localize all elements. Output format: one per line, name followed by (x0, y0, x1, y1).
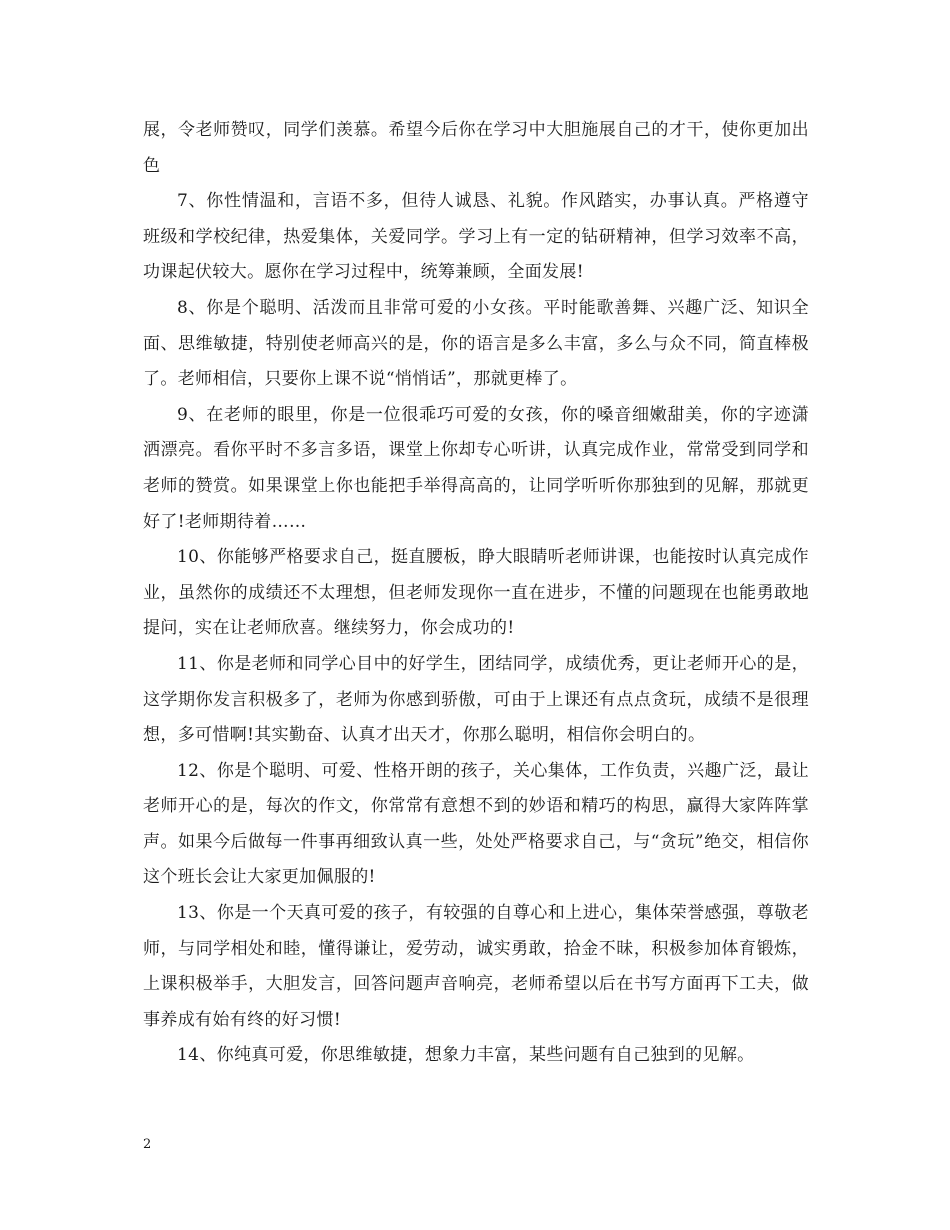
paragraph-comment-14: 14、你纯真可爱，你思维敏捷，想象力丰富，某些问题有自己独到的见解。 (177, 1045, 755, 1066)
paragraph-comment-9: 9、在老师的眼里，你是一位很乖巧可爱的女孩，你的嗓音细嫩甜美，你的字迹潇洒漂亮。看你平时不多言多语，课堂上你却专心听讲，认真完成作业，常常受到同学和老师的赞赏。如果课堂上你也能把手举得高高的，让同学听听你那独到的见解，那就更好了!老师期待着…… (143, 404, 809, 532)
document-body (143, 113, 809, 1074)
paragraph-comment-11: 11、你是老师和同学心目中的好学生，团结同学，成绩优秀，更让老师开心的是，这学期你发言积极多了，老师为你感到骄傲，可由于上课还有点点贪玩，成绩不是很理想，多可惜啊!其实勤奋、认真才出天才，你那么聪明，相信你会明白的。 (143, 653, 809, 746)
paragraph-continuation: 展，令老师赞叹，同学们羡慕。希望今后你在学习中大胆施展自己的才干，使你更加出色 (143, 120, 809, 176)
paragraph-comment-10: 10、你能够严格要求自己，挺直腰板，睁大眼睛听老师讲课，也能按时认真完成作业，虽然你的成绩还不太理想，但老师发现你一直在进步，不懂的问题现在也能勇敢地提问，实在让老师欣喜。继续努力，你会成功的! (143, 547, 809, 639)
paragraph-comment-12: 12、你是个聪明、可爱、性格开朗的孩子，关心集体，工作负责，兴趣广泛，最让老师开心的是，每次的作文，你常常有意想不到的妙语和精巧的构思，赢得大家阵阵掌声。如果今后做每一件事再细致认真一些，处处严格要求自己，与“贪玩”绝交，相信你这个班长会让大家更加佩服的! (143, 760, 809, 888)
paragraph-comment-7: 7、你性情温和，言语不多，但待人诚恳、礼貌。作风踏实，办事认真。严格遵守班级和学校纪律，热爱集体，关爱同学。学习上有一定的钻研精神，但学习效率不高，功课起伏较大。愿你在学习过程中，统筹兼顾，全面发展! (143, 191, 809, 283)
paragraph-comment-13: 13、你是一个天真可爱的孩子，有较强的自尊心和上进心，集体荣誉感强，尊敬老师，与同学相处和睦，懂得谦让，爱劳动，诚实勇敢，拾金不昧，积极参加体育锻炼，上课积极举手，大胆发言，回答问题声音响亮，老师希望以后在书写方面再下工夫，做事养成有始有终的好习惯! (143, 903, 809, 1030)
paragraph-comment-8: 8、你是个聪明、活泼而且非常可爱的小女孩。平时能歌善舞、兴趣广泛、知识全面、思维敏捷，特别使老师高兴的是，你的语言是多么丰富，多么与众不同，简直棒极了。老师相信，只要你上课不说“悄悄话”，那就更棒了。 (143, 297, 809, 390)
page-number: 2 (143, 1137, 152, 1152)
